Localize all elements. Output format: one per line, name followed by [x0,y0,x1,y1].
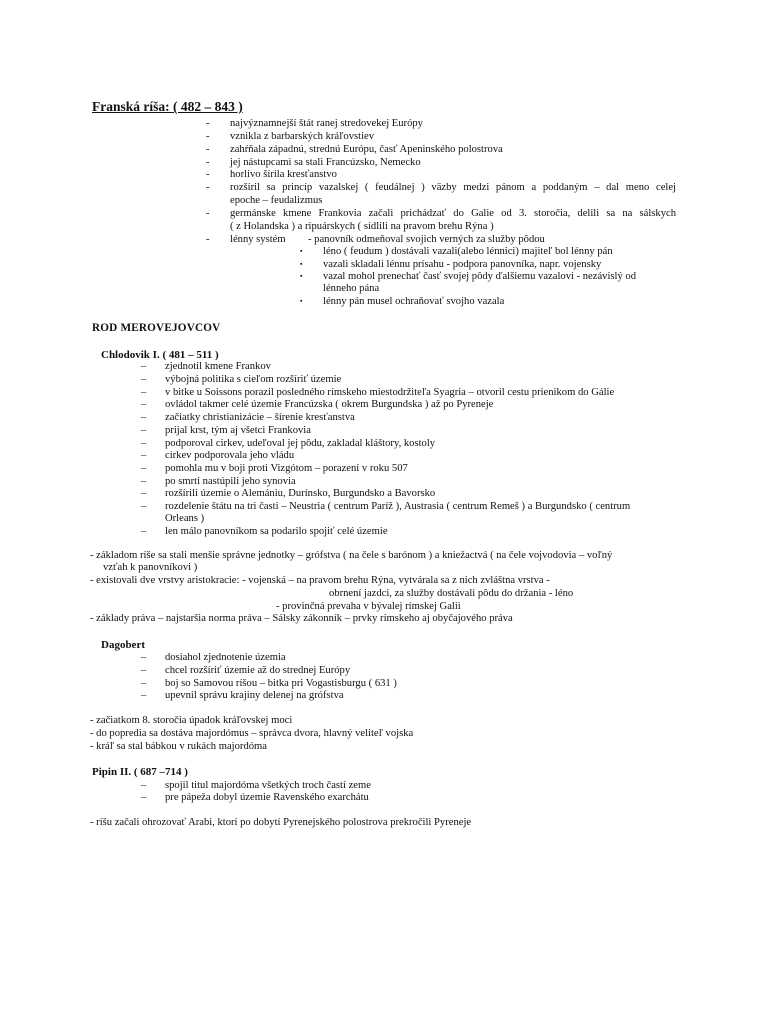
bullet-icon: ▪ [300,297,303,305]
list-item: pre pápeža dobyl územie Ravenského exarchátu [165,792,369,803]
paragraph-line: - do popredia sa dostáva majordómus – správca dvora, hlavný veliteľ vojska [90,728,414,739]
paragraph-line: - základy práva – najstaršia norma práva – Sálsky zákonník – prvky rímskeho aj obyčajového práva [90,613,513,624]
list-dash: – [141,425,147,436]
list-dash: - [206,118,210,129]
page-title: Franská ríša: ( 482 – 843 ) [92,99,243,114]
paragraph-line: - ríšu začali ohrozovať Arabi, ktorí po dobytí Pyrenejského polostrova prekročili Pyreneje [90,817,472,828]
list-dash: – [141,690,147,701]
paragraph-line: - kráľ sa stal bábkou v rukách majordóma [90,741,267,752]
subsection-heading: Dagobert [101,639,145,651]
list-item: jej nástupcami sa stali Francúzsko, Nemecko [230,157,421,168]
list-dash: – [141,463,147,474]
list-dash: – [141,450,147,461]
list-dash: – [141,652,147,663]
sub-list-item-continuation: lénneho pána [323,283,380,294]
list-dash: – [141,501,147,512]
list-item-continuation: ( z Holandska ) a ripuárskych ( sídlili na pravom brehu Rýna ) [230,221,494,232]
list-item: ovládol takmer celé územie Francúzska ( okrem Burgundska ) až po Pyreneje [165,399,494,410]
list-item: chcel rozšíriť územie až do strednej Európy [165,665,351,676]
list-dash: – [141,387,147,398]
list-item-continuation: Orleans ) [165,513,205,524]
list-dash: – [141,488,147,499]
bullet-icon: ▪ [300,247,303,255]
list-dash: – [141,780,147,791]
paragraph-line: - provinčná prevaha v bývalej rímskej Galii [276,601,461,612]
list-dash: - [206,182,210,193]
list-item: boj so Samovou ríšou – bitka pri Vogastisburgu ( 631 ) [165,678,397,689]
list-item: najvýznamnejší štát ranej stredovekej Európy [230,118,423,129]
list-dash: - [206,157,210,168]
list-dash: – [141,526,147,537]
list-item-note: - panovník odmeňoval svojich verných za služby pôdou [308,234,545,245]
list-item: horlivo šírila kresťanstvo [230,169,337,180]
list-dash: – [141,665,147,676]
list-item: prijal krst, tým aj všetci Frankovia [165,425,311,436]
sub-list-item: vazali skladali lénnu prísahu - podpora panovníka, napr. vojensky [323,259,602,270]
bullet-icon: ▪ [300,260,303,268]
list-dash: – [141,476,147,487]
paragraph-line: vzťah k panovníkovi ) [103,562,198,573]
list-dash: - [206,131,210,142]
sub-list-item: vazal mohol prenechať časť svojej pôdy ďalšiemu vazalovi - nezávislý od [323,271,637,282]
list-item: v bitke u Soissons porazil posledného rímskeho miestodržiteľa Syagria – otvoril cestu prienikom do Gálie [165,387,615,398]
list-dash: - [206,208,210,219]
section-heading: ROD MEROVEJOVCOV [92,322,221,334]
list-item-continuation: epoche – feudalizmus [230,195,323,206]
list-dash: – [141,792,147,803]
list-item: pomohla mu v boji proti Vizgótom – porazení v roku 507 [165,463,408,474]
list-dash: - [206,234,210,245]
list-item: zahŕňala západnú, strednú Európu, časť Apeninského polostrova [230,144,503,155]
list-item: začiatky christianizácie – šírenie kresťanstva [165,412,355,423]
subsection-heading: Pipin II. ( 687 –714 ) [92,766,188,778]
paragraph-line: - základom ríše sa stali menšie správne jednotky – grófstva ( na čele s barónom ) a kniežactvá ( na čele vojvodovia – voľný [90,550,613,561]
list-item: lénny systém [230,234,286,245]
list-item: cirkev podporovala jeho vládu [165,450,295,461]
list-item: len málo panovníkom sa podarilo spojiť celé územie [165,526,388,537]
list-dash: – [141,412,147,423]
list-item: rozšíril sa princíp vazalskej ( feudálnej ) väzby medzi pánom a poddaným – dal meno celej [230,182,676,193]
sub-list-item: léno ( feudum ) dostávali vazali(alebo lénnici) majiteľ bol lénny pán [323,246,613,257]
list-item: výbojná politika s cieľom rozšíriť územie [165,374,342,385]
paragraph-line: - začiatkom 8. storočia úpadok kráľovskej moci [90,715,293,726]
list-item: po smrti nastúpili jeho synovia [165,476,296,487]
list-dash: - [206,144,210,155]
paragraph-line: obrnení jazdci, za služby dostávali pôdu do držania - léno [329,588,574,599]
list-dash: - [206,169,210,180]
list-dash: – [141,678,147,689]
subsection-heading: Chlodovik I. ( 481 – 511 ) [101,349,219,361]
list-dash: – [141,361,147,372]
list-item: germánske kmene Frankovia začali prichádzať do Galie od 3. storočia, delili sa na sálskych [230,208,676,219]
list-dash: – [141,438,147,449]
list-item: rozšírili územie o Alemániu, Durínsko, Burgundsko a Bavorsko [165,488,436,499]
sub-list-item: lénny pán musel ochraňovať svojho vazala [323,296,505,307]
list-item: podporoval cirkev, udeľoval jej pôdu, zakladal kláštory, kostoly [165,438,436,449]
list-dash: – [141,399,147,410]
list-item: dosiahol zjednotenie územia [165,652,286,663]
list-item: rozdelenie štátu na tri časti – Neustria ( centrum Paríž ), Austrasia ( centrum Remeš ) a Burgundsko ( centrum [165,501,631,512]
list-dash: – [141,374,147,385]
list-item: spojil titul majordóma všetkých troch častí zeme [165,780,371,791]
bullet-icon: ▪ [300,272,303,280]
list-item: vznikla z barbarských kráľovstiev [230,131,375,142]
paragraph-line: - existovali dve vrstvy aristokracie: - vojenská – na pravom brehu Rýna, vytvárala sa z nich zvláštna vrstva - [90,575,550,586]
list-item: zjednotil kmene Frankov [165,361,271,372]
list-item: upevnil správu krajiny delenej na grófstva [165,690,344,701]
